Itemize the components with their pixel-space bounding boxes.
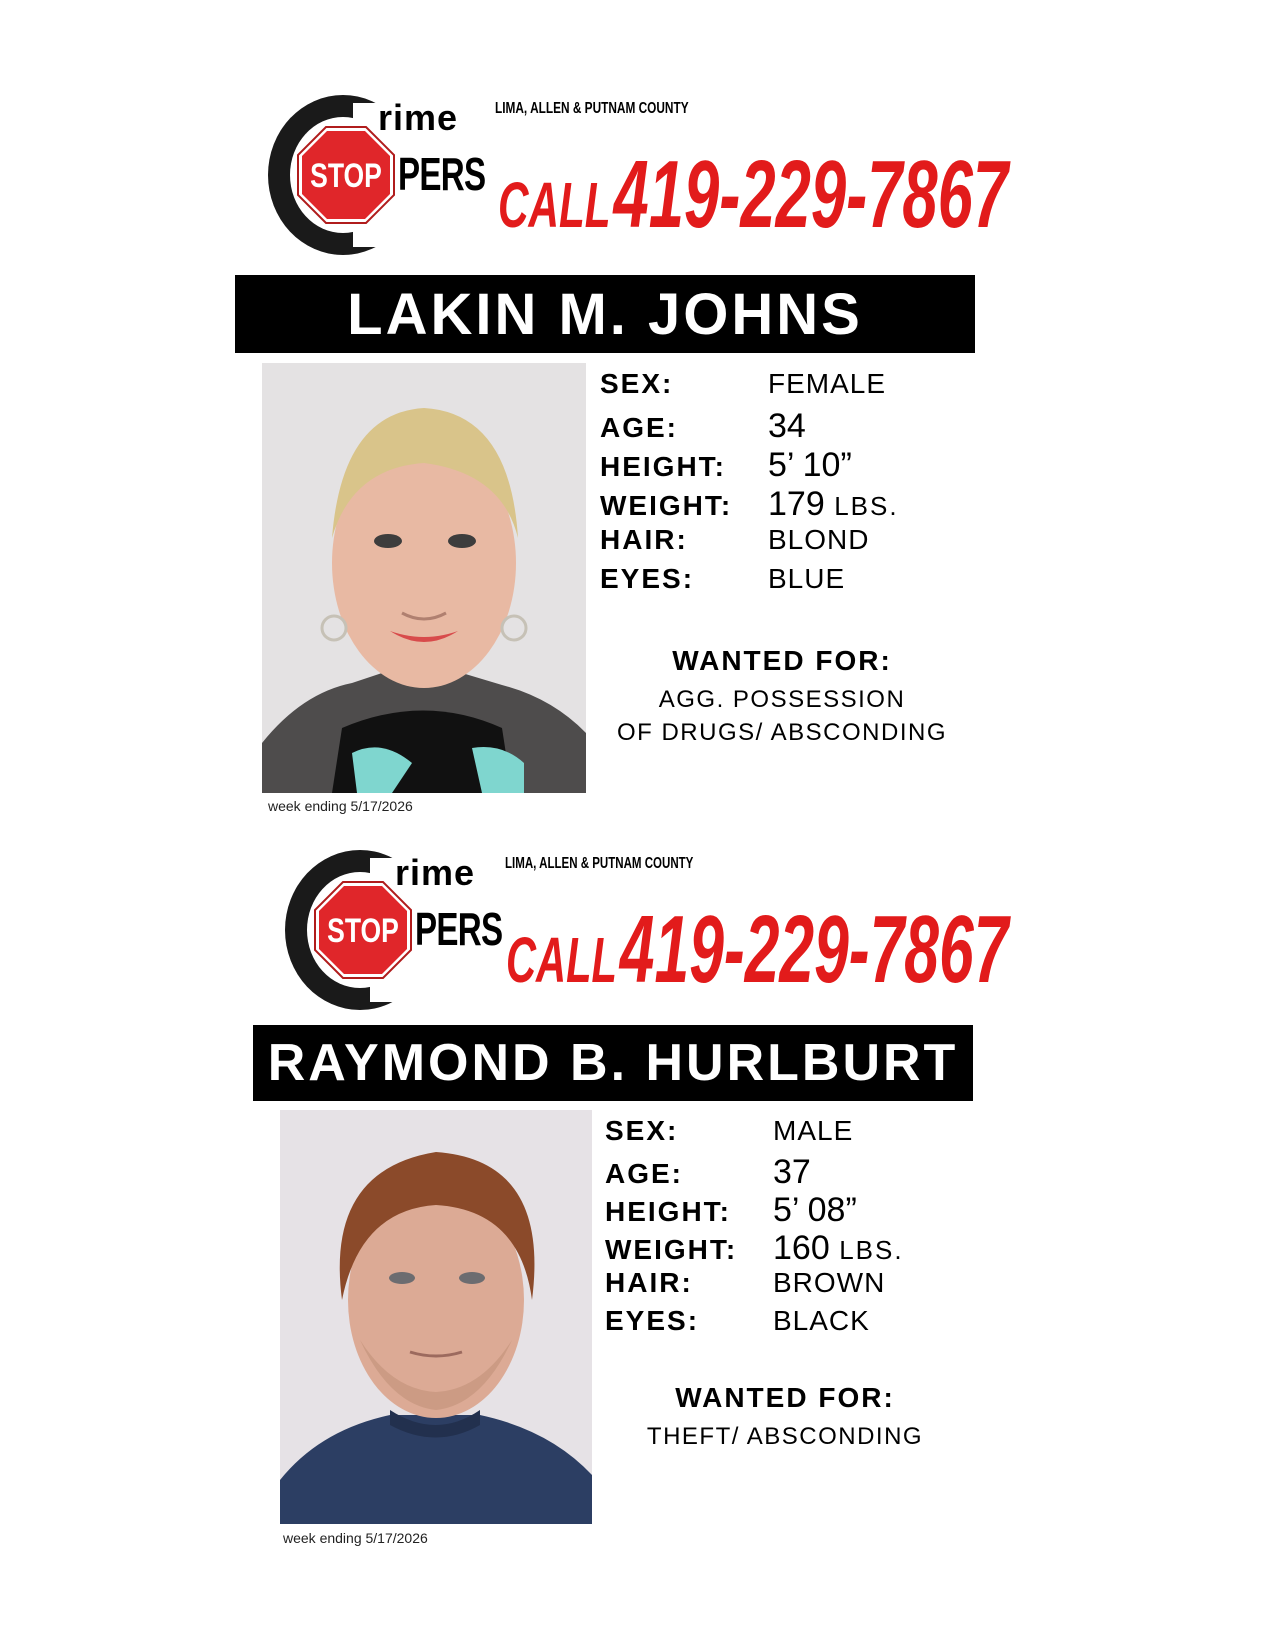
phone-number: 419-229-7867	[613, 141, 1009, 248]
stat-weight: WEIGHT: 160 LBS.	[605, 1229, 904, 1267]
logo-stop-text: STOP	[327, 911, 399, 950]
wanted-for-block	[600, 1382, 970, 1453]
stat-height: HEIGHT: 5’ 08”	[605, 1191, 857, 1229]
stat-hair: HAIR: BROWN	[605, 1267, 886, 1298]
suspect-stats	[605, 1115, 904, 1343]
stat-hair: HAIR: BLOND	[600, 524, 870, 555]
call-word: CALL	[498, 169, 611, 241]
stat-eyes: EYES: BLACK	[605, 1305, 870, 1336]
stat-age: AGE: 37	[605, 1153, 811, 1191]
crime-stoppers-logo	[285, 850, 503, 1010]
wanted-for-charge-line1: THEFT/ ABSCONDING	[646, 1423, 924, 1450]
stat-age: AGE: 34	[600, 407, 806, 445]
phone-number: 419-229-7867	[619, 896, 1009, 1003]
call-word: CALL	[506, 924, 617, 996]
wanted-for-title: WANTED FOR:	[672, 645, 892, 676]
stat-sex: SEX: MALE	[605, 1115, 854, 1146]
stat-sex: SEX: FEMALE	[600, 368, 887, 399]
suspect-name: RAYMOND B. HURLBURT	[267, 1034, 959, 1092]
logo-pers-text: PERS	[415, 903, 503, 955]
logo-stop-text: STOP	[310, 156, 382, 195]
logo-rime-text: rime	[378, 97, 459, 138]
week-ending-text: week ending 5/17/2026	[268, 798, 413, 814]
stop-sign-icon	[313, 880, 413, 980]
call-line	[506, 895, 1008, 1005]
week-ending-text: week ending 5/17/2026	[283, 1530, 428, 1546]
suspect-name-bar	[253, 1025, 973, 1101]
suspect-name: LAKIN M. JOHNS	[347, 281, 863, 347]
stat-eyes: EYES: BLUE	[600, 563, 846, 594]
wanted-for-charge-line1: AGG. POSSESSION	[658, 686, 906, 713]
logo-pers-text: PERS	[398, 148, 486, 200]
suspect-photo	[280, 1110, 592, 1524]
wanted-for-title: WANTED FOR:	[675, 1382, 895, 1413]
stat-weight: WEIGHT: 179 LBS.	[600, 485, 899, 523]
county-heading: LIMA, ALLEN & PUTNAM COUNTY	[495, 100, 689, 117]
stat-height: HEIGHT: 5’ 10”	[600, 446, 852, 484]
logo-rime-text: rime	[395, 852, 476, 893]
county-heading: LIMA, ALLEN & PUTNAM COUNTY	[505, 855, 694, 872]
wanted-for-charge-line2: OF DRUGS/ ABSCONDING	[616, 719, 948, 746]
